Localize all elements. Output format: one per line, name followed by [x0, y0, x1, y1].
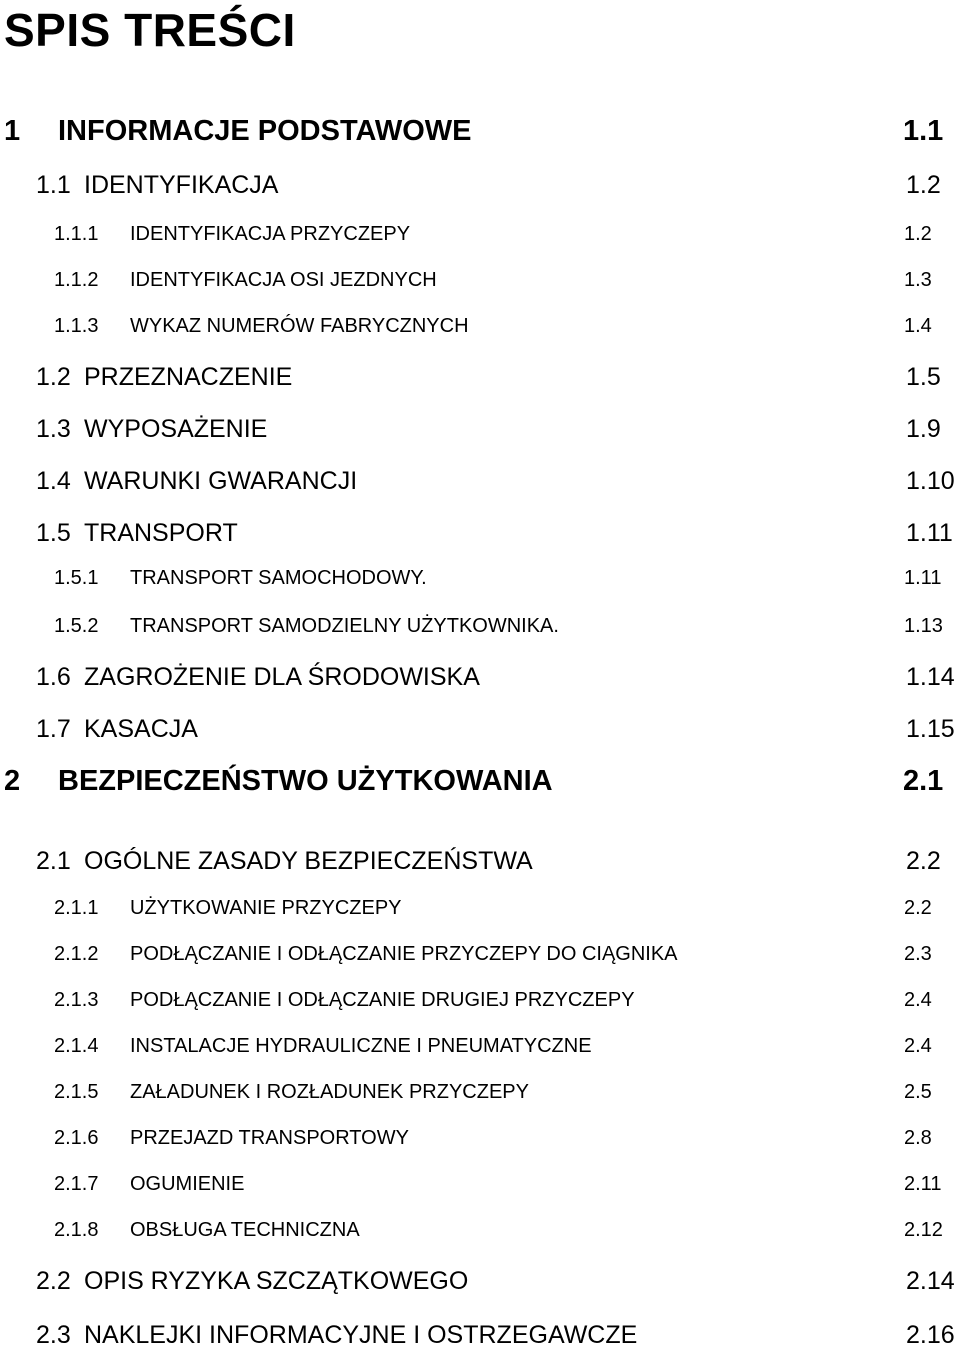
toc-entry-page: 1.11: [906, 519, 953, 547]
toc-entry-page: 2.2: [904, 897, 932, 919]
toc-entry-number: 2.2: [36, 1267, 71, 1295]
toc-entry-title: WARUNKI GWARANCJI: [84, 467, 358, 495]
toc-entry-number: 2.3: [36, 1321, 71, 1349]
toc-entry-number: 1.1.3: [54, 315, 99, 337]
toc-entry-page: 1.11: [904, 567, 942, 589]
toc-entry-title: OGUMIENIE: [130, 1173, 245, 1195]
toc-entry-number: 2.1.7: [54, 1173, 99, 1195]
toc-entry-title: ZAŁADUNEK I ROZŁADUNEK PRZYCZEPY: [130, 1081, 529, 1103]
toc-entry-title: INFORMACJE PODSTAWOWE: [58, 115, 472, 147]
toc-entry-number: 2.1: [36, 847, 71, 875]
toc-entry-title: OGÓLNE ZASADY BEZPIECZEŃSTWA: [84, 847, 533, 875]
toc-entry-title: ZAGROŻENIE DLA ŚRODOWISKA: [84, 663, 480, 691]
toc-entry-title: PRZEZNACZENIE: [84, 363, 293, 391]
toc-entry-title: TRANSPORT SAMOCHODOWY.: [130, 567, 427, 589]
toc-entry-page: 1.15: [906, 715, 955, 743]
toc-entry-page: 2.2: [906, 847, 941, 875]
toc-entry-page: 2.16: [906, 1321, 955, 1349]
toc-entry-number: 2.1.3: [54, 989, 99, 1011]
toc-entry-page: 2.1: [903, 765, 944, 797]
toc-entry-page: 1.2: [906, 171, 941, 199]
toc-entry-page: 2.5: [904, 1081, 932, 1103]
toc-entry-page: 2.12: [904, 1219, 943, 1241]
toc-entry-title: WYKAZ NUMERÓW FABRYCZNYCH: [130, 315, 469, 337]
toc-entry-number: 2.1.8: [54, 1219, 99, 1241]
toc-entry-title: IDENTYFIKACJA: [84, 171, 279, 199]
toc-entry-page: 1.9: [906, 415, 941, 443]
toc-entry-number: 2.1.4: [54, 1035, 99, 1057]
toc-entry-number: 2.1.6: [54, 1127, 99, 1149]
toc-entry-title: PODŁĄCZANIE I ODŁĄCZANIE DRUGIEJ PRZYCZEPY: [130, 989, 635, 1011]
toc-entry-number: 1.1: [36, 171, 71, 199]
toc-entry-title: UŻYTKOWANIE PRZYCZEPY: [130, 897, 402, 919]
toc-entry-number: 1.5: [36, 519, 71, 547]
toc-entry-page: 2.4: [904, 989, 932, 1011]
toc-entry-number: 1.6: [36, 663, 71, 691]
toc-entry-number: 1.7: [36, 715, 71, 743]
toc-entry-page: 1.4: [904, 315, 932, 337]
toc-entry-title: TRANSPORT: [84, 519, 238, 547]
toc-entry-title: INSTALACJE HYDRAULICZNE I PNEUMATYCZNE: [130, 1035, 592, 1057]
toc-entry-title: KASACJA: [84, 715, 198, 743]
toc-entry-page: 1.5: [906, 363, 941, 391]
toc-entry-title: TRANSPORT SAMODZIELNY UŻYTKOWNIKA.: [130, 615, 559, 637]
toc-entry-page: 1.13: [904, 615, 943, 637]
page-title: SPIS TREŚCI: [4, 4, 296, 56]
toc-entry-page: 2.8: [904, 1127, 932, 1149]
toc-entry-page: 1.2: [904, 223, 932, 245]
toc-entry-title: PRZEJAZD TRANSPORTOWY: [130, 1127, 409, 1149]
toc-entry-page: 1.3: [904, 269, 932, 291]
toc-entry-page: 2.14: [906, 1267, 955, 1295]
toc-entry-title: IDENTYFIKACJA OSI JEZDNYCH: [130, 269, 437, 291]
toc-entry-page: 2.4: [904, 1035, 932, 1057]
toc-entry-number: 1.2: [36, 363, 71, 391]
toc-entry-page: 2.11: [904, 1173, 942, 1195]
toc-entry-number: 1.5.1: [54, 567, 99, 589]
toc-entry-title: OBSŁUGA TECHNICZNA: [130, 1219, 360, 1241]
toc-entry-page: 1.10: [906, 467, 955, 495]
toc-entry-title: WYPOSAŻENIE: [84, 415, 268, 443]
toc-entry-title: BEZPIECZEŃSTWO UŻYTKOWANIA: [58, 765, 553, 797]
toc-entry-number: 2: [4, 765, 21, 797]
toc-entry-page: 1.1: [903, 115, 944, 147]
toc-entry-title: OPIS RYZYKA SZCZĄTKOWEGO: [84, 1267, 469, 1295]
toc-entry-number: 2.1.1: [54, 897, 99, 919]
toc-entry-number: 1.4: [36, 467, 71, 495]
toc-entry-page: 1.14: [906, 663, 955, 691]
toc-entry-page: 2.3: [904, 943, 932, 965]
toc-entry-title: NAKLEJKI INFORMACYJNE I OSTRZEGAWCZE: [84, 1321, 638, 1349]
toc-entry-number: 1.3: [36, 415, 71, 443]
toc-entry-number: 1.1.2: [54, 269, 99, 291]
toc-entry-title: PODŁĄCZANIE I ODŁĄCZANIE PRZYCZEPY DO CIĄGNIKA: [130, 943, 678, 965]
toc-entry-title: IDENTYFIKACJA PRZYCZEPY: [130, 223, 411, 245]
toc-entry-number: 1: [4, 115, 21, 147]
toc-entry-number: 1.1.1: [54, 223, 99, 245]
toc-entry-number: 1.5.2: [54, 615, 99, 637]
toc-entry-number: 2.1.2: [54, 943, 99, 965]
toc-entry-number: 2.1.5: [54, 1081, 99, 1103]
